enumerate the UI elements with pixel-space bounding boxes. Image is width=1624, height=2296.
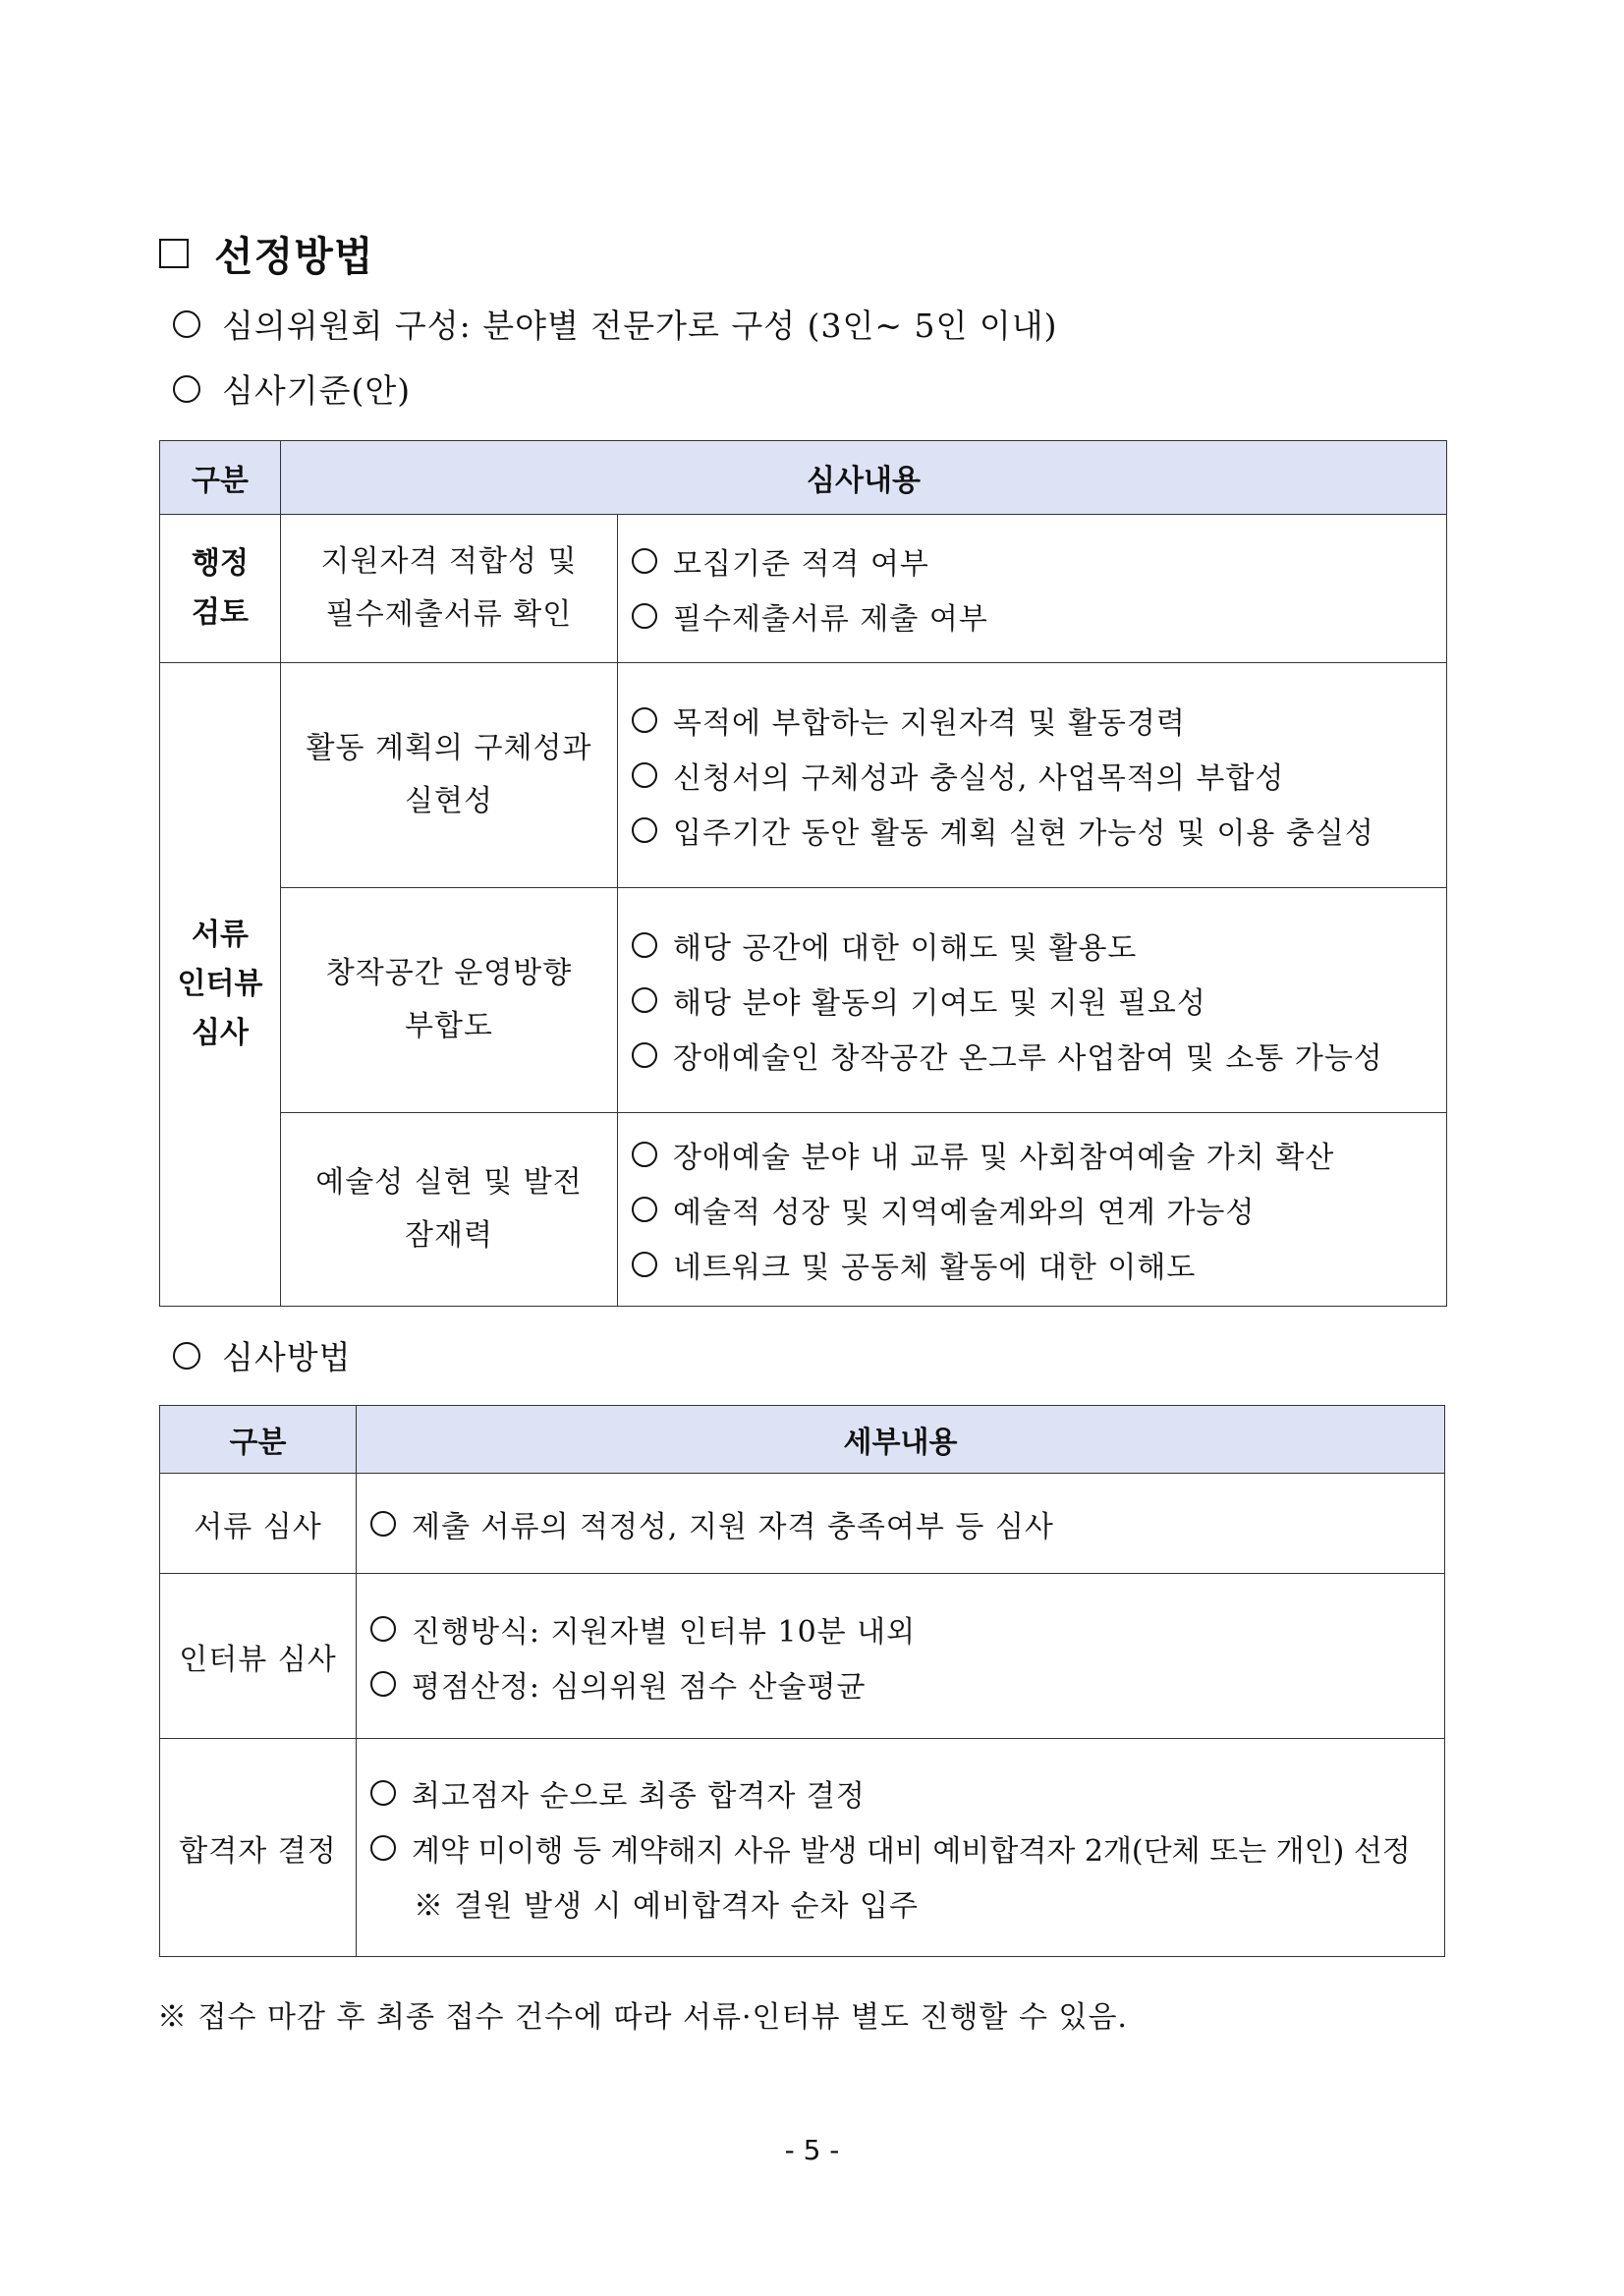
page-number: - 5 -: [784, 2134, 840, 2166]
list-item: 예술적 성장 및 지역예술계와의 연계 가능성: [632, 1182, 1446, 1237]
sub-criterion-text: 창작공간 운영방향: [325, 956, 573, 990]
circle-bullet-icon: [632, 1197, 657, 1222]
circle-bullet-icon: [632, 1252, 657, 1277]
method-heading: [173, 1332, 352, 1378]
sub-criterion-cell: [281, 1113, 618, 1307]
criteria-header-row: [160, 441, 1447, 515]
table-row: [160, 663, 1447, 888]
sub-criterion-cell: [281, 515, 618, 663]
criteria-header-category: 구분: [160, 441, 281, 515]
method-row-label: 인터뷰 심사: [160, 1574, 357, 1739]
list-item: 목적에 부합하는 지원자격 및 활동경력: [632, 693, 1446, 748]
list-item: 제출 서류의 적정성, 지원 자격 충족여부 등 심사: [370, 1496, 1444, 1551]
method-header-content: 세부내용: [357, 1406, 1445, 1474]
sub-criterion-text: 활동 계획의 구체성과: [306, 731, 592, 765]
items-cell: [618, 515, 1447, 663]
circle-bullet-icon: [370, 1616, 396, 1642]
circle-bullet-icon: [632, 932, 657, 958]
circle-bullet-icon: [370, 1780, 396, 1806]
sub-criterion-cell: [281, 888, 618, 1113]
list-item: 진행방식: 지원자별 인터뷰 10분 내외: [370, 1601, 1444, 1656]
method-header-category: 구분: [160, 1406, 357, 1474]
circle-bullet-icon: [632, 817, 657, 843]
square-bullet-icon: [159, 239, 189, 268]
admin-category-cell: [160, 515, 281, 663]
table-row: [160, 1739, 1445, 1957]
committee-line: [173, 301, 1058, 347]
category-text: 인터뷰: [177, 967, 263, 1001]
criteria-heading: [173, 365, 411, 412]
circle-bullet-icon: [632, 1042, 657, 1068]
sub-criterion-text: 잠재력: [405, 1218, 493, 1253]
circle-bullet-icon: [173, 375, 200, 403]
category-text: 검토: [192, 595, 249, 630]
table-row: [160, 515, 1447, 663]
sub-criterion-text: 필수제출서류 확인: [325, 597, 573, 632]
list-item: 장애예술 분야 내 교류 및 사회참여예술 가치 확산: [632, 1127, 1446, 1182]
list-item: 필수제출서류 제출 여부: [632, 588, 1446, 644]
doc-interview-category-cell: [160, 663, 281, 1307]
list-item: 계약 미이행 등 계약해지 사유 발생 대비 예비합격자 2개(단체 또는 개인) 선정: [370, 1820, 1444, 1876]
section-heading: [159, 224, 373, 282]
sub-criterion-text: 예술성 실현 및 발전: [315, 1165, 583, 1200]
method-row-label: 서류 심사: [160, 1474, 357, 1574]
table-row: [160, 888, 1447, 1113]
category-text: 심사: [192, 1016, 249, 1050]
method-row-label: 합격자 결정: [160, 1739, 357, 1957]
circle-bullet-icon: [173, 1342, 200, 1370]
list-item: 입주기간 동안 활동 계획 실현 가능성 및 이용 충실성: [632, 803, 1446, 858]
sub-criterion-text: 부합도: [405, 1009, 493, 1043]
circle-bullet-icon: [173, 310, 200, 338]
table-row: [160, 1574, 1445, 1739]
list-item: 모집기준 적격 여부: [632, 533, 1446, 588]
list-item: 평점산정: 심의위원 점수 산술평균: [370, 1656, 1444, 1711]
circle-bullet-icon: [632, 762, 657, 788]
circle-bullet-icon: [632, 987, 657, 1013]
items-cell: [357, 1474, 1445, 1574]
table-row: [160, 1474, 1445, 1574]
items-cell: [618, 663, 1447, 888]
circle-bullet-icon: [370, 1671, 396, 1697]
sub-criterion-cell: [281, 663, 618, 888]
list-item: 최고점자 순으로 최종 합격자 결정: [370, 1765, 1444, 1820]
circle-bullet-icon: [370, 1511, 396, 1537]
circle-bullet-icon: [632, 707, 657, 733]
table-row: [160, 1113, 1447, 1307]
list-item: 해당 분야 활동의 기여도 및 지원 필요성: [632, 973, 1446, 1028]
circle-bullet-icon: [632, 1142, 657, 1167]
criteria-label: 심사기준(안): [222, 371, 412, 410]
footnote: ※ 접수 마감 후 최종 접수 건수에 따라 서류·인터뷰 별도 진행할 수 있음.: [157, 2000, 1128, 2035]
criteria-header-content: 심사내용: [281, 441, 1447, 515]
sub-criterion-text: 지원자격 적합성 및: [320, 544, 578, 579]
method-table: [159, 1405, 1445, 1957]
method-header-row: [160, 1406, 1445, 1474]
method-label: 심사방법: [222, 1338, 352, 1376]
category-text: 행정: [192, 546, 249, 581]
circle-bullet-icon: [632, 603, 657, 629]
section-title: 선정방법: [214, 233, 374, 280]
list-item: 장애예술인 창작공간 온그루 사업참여 및 소통 가능성: [632, 1028, 1446, 1083]
items-cell: [618, 888, 1447, 1113]
circle-bullet-icon: [632, 548, 657, 574]
items-cell: [357, 1574, 1445, 1739]
list-item: 신청서의 구체성과 충실성, 사업목적의 부합성: [632, 748, 1446, 803]
criteria-table: [159, 440, 1447, 1307]
list-note: ※ 결원 발생 시 예비합격자 순차 입주: [414, 1888, 919, 1924]
items-cell: [357, 1739, 1445, 1957]
sub-criterion-text: 실현성: [405, 784, 493, 818]
committee-text: 심의위원회 구성: 분야별 전문가로 구성 (3인~ 5인 이내): [222, 307, 1058, 345]
items-cell: [618, 1113, 1447, 1307]
circle-bullet-icon: [370, 1835, 396, 1861]
list-item: 네트워크 및 공동체 활동에 대한 이해도: [632, 1237, 1446, 1292]
list-item: 해당 공간에 대한 이해도 및 활용도: [632, 918, 1446, 973]
category-text: 서류: [192, 918, 249, 952]
